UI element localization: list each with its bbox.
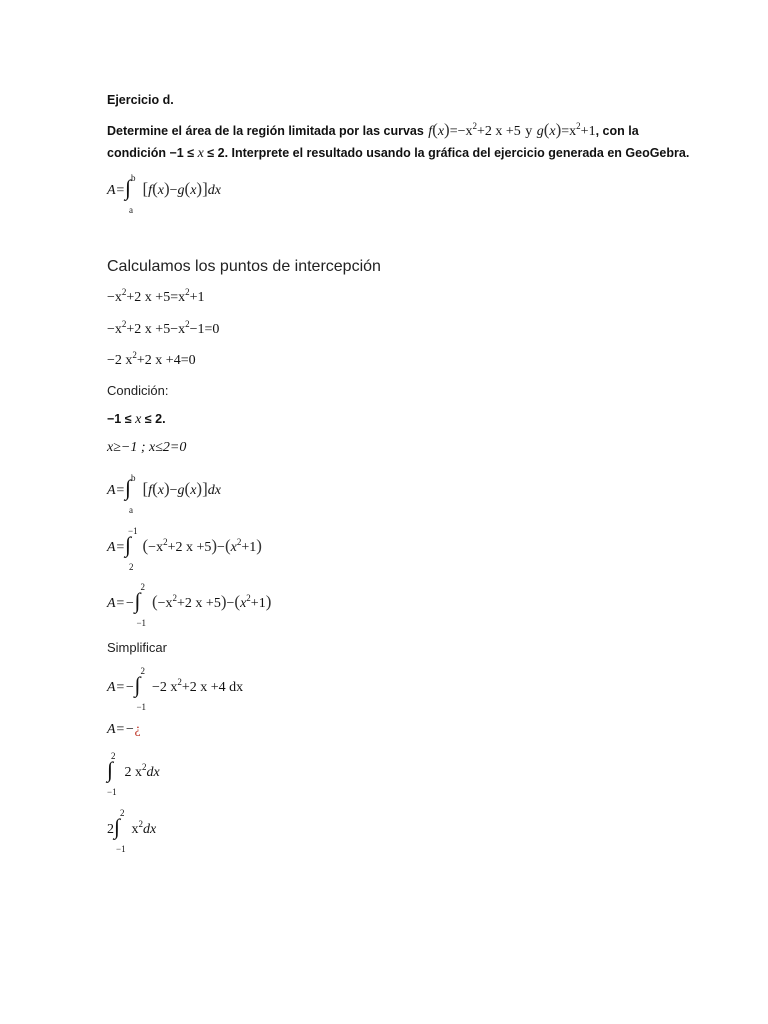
area-formula-5: A=− 2 ∫ −1 −2 $x^2+2$ x +4 dx	[107, 666, 244, 712]
simplificar-label: Simplificar	[107, 640, 167, 655]
condition-bold: −1 ≤ x ≤ 2.	[107, 412, 166, 427]
area-formula-4: A=− 2 ∫ −1 ($-x^2+2$ $x +5)-(x^2+1)$	[107, 582, 272, 628]
condition-line: x≥−1 ; x≤2=0	[107, 440, 187, 455]
equation-1: $-x^2+2$ $x +5=x^2+1$	[107, 287, 205, 305]
integral-7: 2 ∫ −1 2 $x^2dx$	[107, 751, 160, 797]
area-formula: A= b ∫ a [f(x)−g(x)]dx	[107, 173, 221, 215]
statement-intro: Determine el área de la región limitada por las curvas	[107, 124, 424, 138]
statement-line-1: Determine el área de la región limitada por las curvas $f(x)=-x^2+2$ x +5 y $g(x)=x^2+1$, con la	[107, 120, 639, 139]
area-formula-2: A= b ∫ a [f(x)−g(x)]dx	[107, 473, 221, 515]
equation-2: $-x^2+2$ $x +5-x^2-1=0$	[107, 319, 220, 337]
f-definition: $f(x)=-x^2+2$ x +5	[428, 120, 521, 139]
integral-8: 2 2 ∫ −1 $x^2dx$	[107, 808, 157, 854]
g-definition: $g(x)=x^2+1$	[536, 120, 596, 139]
inverted-question-glyph: ¿	[134, 722, 141, 737]
area-formula-6: A=−¿	[107, 722, 141, 737]
equation-3: −2 $x^2+2$ x +4=0	[107, 350, 196, 368]
condicion-label: Condición:	[107, 383, 169, 398]
intercept-heading: Calculamos los puntos de intercepción	[107, 258, 381, 275]
area-formula-3: A= −1 ∫ 2 ($-x^2+2$ $x +5)-(x^2+1)$	[107, 526, 262, 572]
exercise-title: Ejercicio d.	[107, 93, 174, 107]
statement-line-2: condición −1 ≤ x ≤ 2. Interprete el resultado usando la gráfica del ejercicio generada en GeoGebra.	[107, 146, 690, 161]
